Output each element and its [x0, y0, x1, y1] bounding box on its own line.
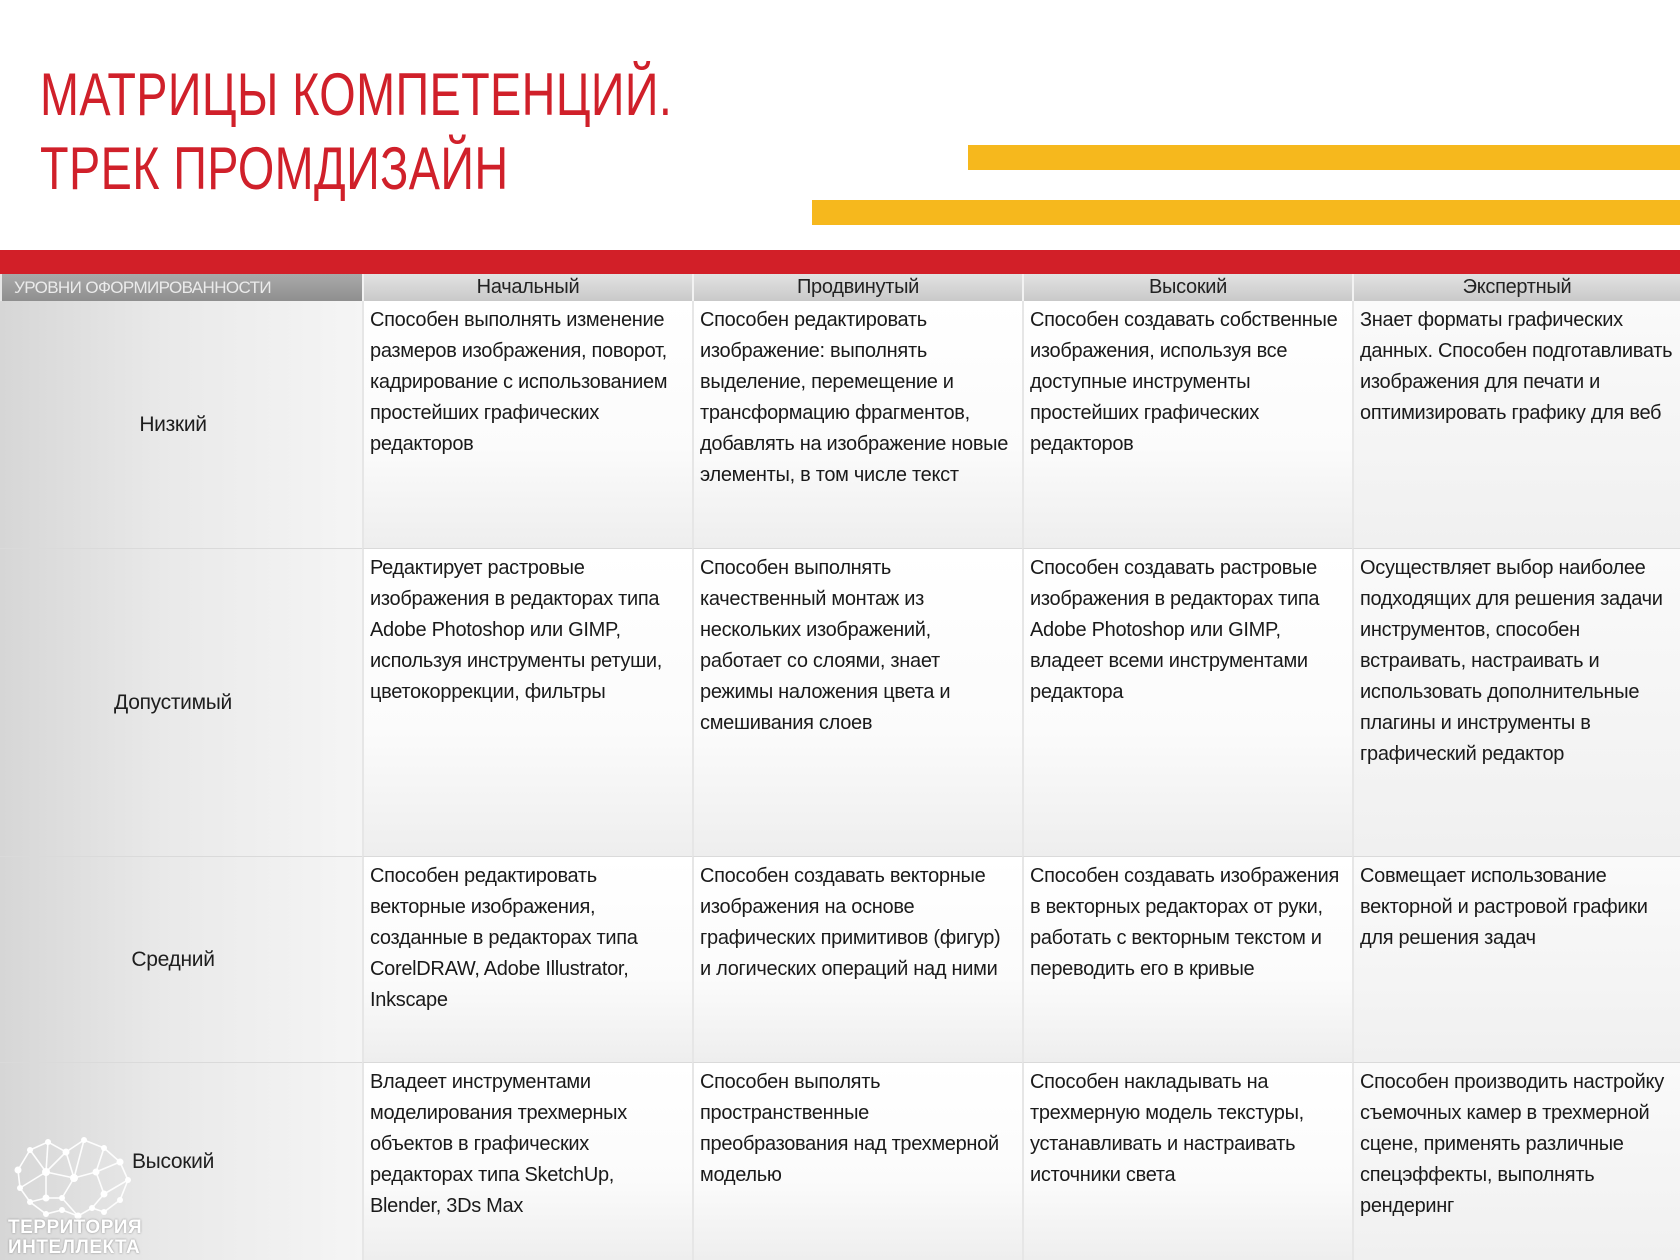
table-cell: Способен производить настройку съемочных камер в трехмерной сцене, применять различные спецэффекты, выполнять рендеринг — [1352, 1062, 1680, 1260]
table-cell: Владеет инструментами моделирования трехмерных объектов в графических редакторах типа SketchUp, Blender, 3Ds Max — [362, 1062, 692, 1260]
logo-text-line-1: ТЕРРИТОРИЯ — [8, 1217, 143, 1238]
table-cell: Способен создавать растровые изображения в редакторах типа Adobe Photoshop или GIMP, владеет всеми инструментами редактора — [1022, 548, 1352, 856]
table-cell: Редактирует растровые изображения в редакторах типа Adobe Photoshop или GIMP, используя инструменты ретуши, цветокоррекции, фильтры — [362, 548, 692, 856]
row-label-text: Низкий — [139, 413, 207, 436]
page-title — [40, 58, 672, 206]
row-label-text: Средний — [131, 948, 215, 971]
page-title-line-1: МАТРИЦЫ КОМПЕТЕНЦИЙ. — [40, 61, 673, 128]
column-header-high: Высокий — [1022, 274, 1352, 301]
decorative-stripe-yellow-bottom — [812, 200, 1680, 225]
table-cell: Способен выполять пространственные преобразования над трехмерной моделью — [692, 1062, 1022, 1260]
table-cell: Способен выполнять изменение размеров изображения, поворот, кадрирование с использованием простейших графических редакторов — [362, 301, 692, 548]
table-cell: Совмещает использование векторной и растровой графики для решения задач — [1352, 856, 1680, 1062]
table-cell: Способен выполнять качественный монтаж из нескольких изображений, работает со слоями, знает режимы наложения цвета и смешивания слоев — [692, 548, 1022, 856]
column-header-expert: Экспертный — [1352, 274, 1680, 301]
row-label-text: Высокий — [131, 1150, 215, 1173]
logo-wordmark — [8, 1218, 142, 1258]
row-label-text: Допустимый — [114, 691, 232, 714]
table-cell: Способен создавать векторные изображения на основе графических примитивов (фигур) и логических операций над ними — [692, 856, 1022, 1062]
table-cell: Способен создавать собственные изображения, используя все доступные инструменты простейших графических редакторов — [1022, 301, 1352, 548]
row-label-low — [0, 301, 362, 548]
page-title-line-2: ТРЕК ПРОМДИЗАЙН — [40, 135, 509, 202]
table-cell: Способен создавать изображения в векторных редакторах от руки, работать с векторным текстом и переводить его в кривые — [1022, 856, 1352, 1062]
column-header-initial: Начальный — [362, 274, 692, 301]
table-cell: Способен редактировать векторные изображения, созданные в редакторах типа CorelDRAW, Adobe Illustrator, Inkscape — [362, 856, 692, 1062]
table-cell: Знает форматы графических данных. Способен подготавливать изображения для печати и оптимизировать графику для веб — [1352, 301, 1680, 548]
row-label-medium — [0, 856, 362, 1062]
corner-header: УРОВНИ ОФОРМИРОВАННОСТИ — [0, 274, 362, 301]
decorative-stripe-red — [0, 250, 1680, 274]
column-header-advanced: Продвинутый — [692, 274, 1022, 301]
table-cell: Способен редактировать изображение: выполнять выделение, перемещение и трансформацию фрагментов, добавлять на изображение новые элементы, в том числе текст — [692, 301, 1022, 548]
table-cell: Осуществляет выбор наиболее подходящих для решения задачи инструментов, способен встраивать, настраивать и использовать дополнительные плагины и инструменты в графический редактор — [1352, 548, 1680, 856]
row-label-acceptable — [0, 548, 362, 856]
table-cell: Способен накладывать на трехмерную модель текстуры, устанавливать и настраивать источники света — [1022, 1062, 1352, 1260]
logo-text-line-2: ИНТЕЛЛЕКТА — [8, 1237, 141, 1258]
competency-matrix-table — [0, 274, 1680, 1260]
decorative-stripe-yellow-top — [968, 145, 1680, 170]
